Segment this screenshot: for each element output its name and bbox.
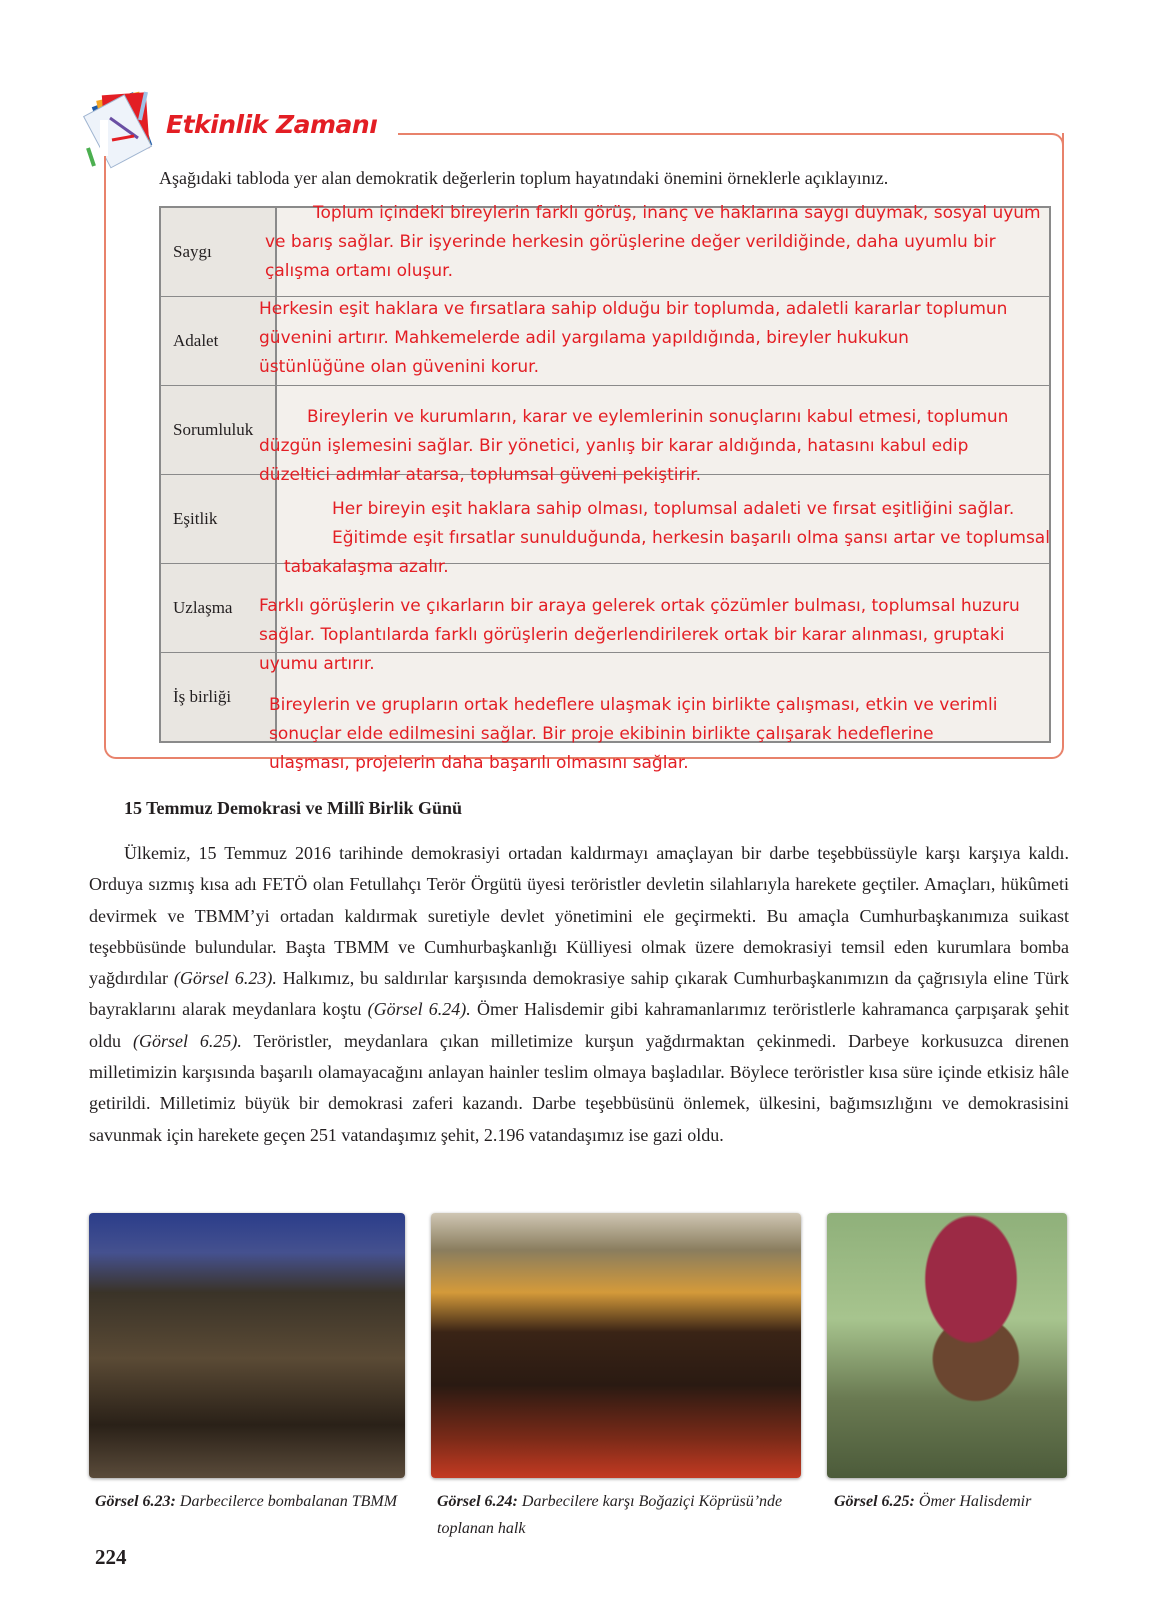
frame-top-rule bbox=[398, 133, 1048, 135]
answer-line: düzgün işlemesini sağlar. Bir yönetici, yanlış bir karar aldığında, hatasını kabul edip bbox=[259, 436, 969, 456]
figure-caption bbox=[95, 1488, 405, 1515]
answer-line: Eğitimde eşit fırsatlar sunulduğunda, herkesin başarılı olma şansı artar ve toplumsal bbox=[332, 528, 1050, 548]
answer-line: sağlar. Toplantılarda farklı görüşlerin değerlendirilerek ortak bir karar alınması, gruptaki bbox=[259, 625, 1005, 645]
answer-line: Her bireyin eşit haklara sahip olması, toplumsal adaleti ve fırsat eşitliğini sağlar. bbox=[332, 499, 1015, 519]
figure-label: Görsel 6.25: bbox=[834, 1493, 915, 1510]
paragraph-text: Halkımız, bu saldırılar karşısında demokrasiye sahip çıkarak Cumhurbaşkanımızın da çağrısıyla eline Türk bayraklarını alarak meydanlara koştu bbox=[89, 968, 1069, 1020]
section-heading: 15 Temmuz Demokrasi ve Millî Birlik Günü bbox=[124, 798, 463, 818]
answer-line: sonuçlar elde edilmesini sağlar. Bir proje ekibinin birlikte çalışarak hedeflerine bbox=[269, 724, 934, 744]
row-label: İş birliği bbox=[161, 653, 277, 741]
bosphorus-bridge-crowd-photo bbox=[431, 1213, 801, 1478]
answer-line: tabakalaşma azalır. bbox=[284, 557, 449, 577]
row-label: Uzlaşma bbox=[161, 564, 277, 652]
activity-title: Etkinlik Zamanı bbox=[166, 110, 378, 139]
omer-halisdemir-portrait-photo bbox=[827, 1213, 1067, 1478]
figure-reference: (Görsel 6.25). bbox=[132, 1030, 242, 1051]
answer-line: ulaşması, projelerin daha başarılı olmasını sağlar. bbox=[269, 753, 689, 773]
answer-line: Farklı görüşlerin ve çıkarların bir araya gelerek ortak çözümler bulması, toplumsal huzuru bbox=[259, 596, 1020, 616]
page-number: 224 bbox=[95, 1545, 127, 1569]
figure-caption bbox=[437, 1488, 807, 1542]
answer-line: uyumu artırır. bbox=[259, 654, 375, 674]
paragraph-text: Teröristler, meydanlara çıkan milletimize kurşun yağdırmaktan çekinmedi. Darbeye korkusuzca direnen milletimizin karşısında başarılı olamayacağını anlayan hainler teslim olmaya başladılar. Böylece teröristler kısa süre içinde etkisiz hâle getirildi. Milletimiz büyük bir demokrasi zaferi kazandı. Darbe teşebbüsünü önlemek, ülkesini, bağımsızlığını ve demokrasisini savunmak için harekete geçen 251 vatandaşımız şehit, 2.196 vatandaşımız ise gazi oldu. bbox=[89, 1030, 1069, 1145]
figure-caption bbox=[834, 1488, 1094, 1515]
frame-gap bbox=[100, 120, 108, 156]
row-label: Eşitlik bbox=[161, 475, 277, 563]
answer-line: ve barış sağlar. Bir işyerinde herkesin görüşlerine değer verildiğinde, daha uyumlu bir bbox=[265, 232, 996, 252]
row-label: Adalet bbox=[161, 297, 277, 385]
frame-corner bbox=[1040, 133, 1064, 157]
activity-instruction: Aşağıdaki tabloda yer alan demokratik değerlerin toplum hayatındaki önemini örneklerle açıklayınız. bbox=[159, 168, 889, 188]
answer-line: güvenini artırır. Mahkemelerde adil yargılama yapıldığında, bireyler hukukun bbox=[259, 328, 909, 348]
answer-line: Herkesin eşit haklara ve fırsatlara sahip olduğu bir toplumda, adaletli kararlar toplumun bbox=[259, 299, 1008, 319]
paragraph-text: Ömer Halisdemir gibi kahramanlarımız teröristlerle kahramanca çarpışarak şehit oldu bbox=[89, 999, 1069, 1051]
paragraph-text: Ülkemiz, 15 Temmuz 2016 tarihinde demokrasiyi ortadan kaldırmayı amaçlayan bir darbe teşebbüssüyle karşı karşıya kaldı. Orduya sızmış kısa adı FETÖ olan Fetullahçı Terör Örgütü üyesi teröristler devletin silahlarıyla harekete geçtiler. Amaçları, hükûmeti devirmek ve TBMM’yi ortadan kaldırmak suretiyle devlet yönetimini ele geçirmekti. Bu amaçla Cumhurbaşkanımıza suikast teşebbüsünde bulundular. Başta TBMM ve Cumhurbaşkanlığı Külliyesi olmak üzere demokrasiyi temsil eden kurumlara bomba yağdırdılar bbox=[89, 843, 1069, 989]
figure-caption-text: Darbecilerce bombalanan TBMM bbox=[179, 1493, 398, 1510]
bombed-tbmm-photo bbox=[89, 1213, 405, 1478]
row-label: Sorumluluk bbox=[161, 386, 277, 474]
answer-line: Bireylerin ve grupların ortak hedeflere ulaşmak için birlikte çalışması, etkin ve verimli bbox=[269, 695, 998, 715]
figure-label: Görsel 6.24: bbox=[437, 1493, 518, 1510]
figure-reference: (Görsel 6.23). bbox=[173, 968, 277, 989]
answer-line: üstünlüğüne olan güvenini korur. bbox=[259, 357, 539, 377]
row-label: Saygı bbox=[161, 208, 277, 296]
answer-line: çalışma ortamı oluşur. bbox=[265, 261, 453, 281]
figure-caption-text: Ömer Halisdemir bbox=[918, 1493, 1032, 1510]
figure-caption-text: Darbecilere karşı Boğaziçi Köprüsü’nde toplanan halk bbox=[437, 1493, 783, 1537]
figure-reference: (Görsel 6.24). bbox=[367, 999, 471, 1020]
answer-line: Toplum içindeki bireylerin farklı görüş, inanç ve haklarına saygı duymak, sosyal uyum bbox=[313, 203, 1041, 223]
answer-line: düzeltici adımlar atarsa, toplumsal güveni pekiştirir. bbox=[259, 465, 702, 485]
figure-label: Görsel 6.23: bbox=[95, 1493, 176, 1510]
answer-line: Bireylerin ve kurumların, karar ve eylemlerinin sonuçlarını kabul etmesi, toplumun bbox=[307, 407, 1009, 427]
section-paragraph bbox=[89, 838, 1069, 1151]
